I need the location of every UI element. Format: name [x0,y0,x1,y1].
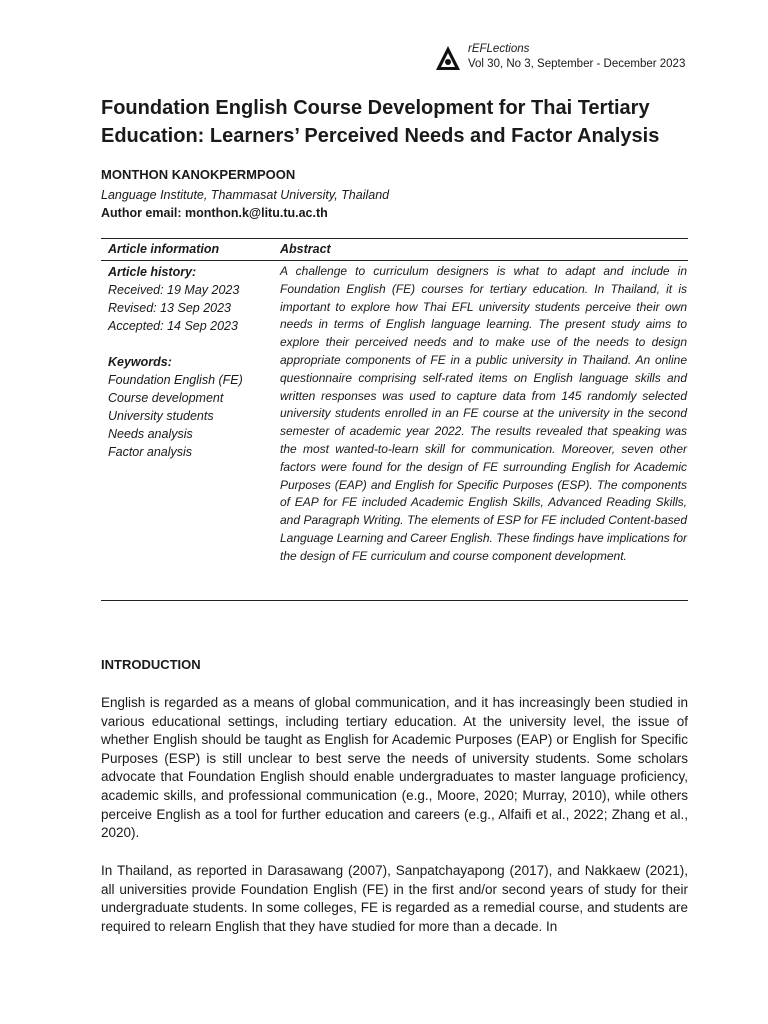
abstract-heading: Abstract [280,242,331,256]
history-label: Article history: [108,265,197,279]
journal-triangle-logo-icon [434,44,462,72]
table-header-rule [101,260,688,261]
accepted-date: Accepted: 14 Sep 2023 [108,319,238,333]
keyword-item: Factor analysis [108,445,193,459]
table-bottom-rule [101,600,688,601]
received-date: Received: 19 May 2023 [108,283,240,297]
paper-title: Foundation English Course Development for Thai Tertiary Education: Learners’ Perceived Needs and Factor Analysis [101,97,660,147]
abstract-text: A challenge to curriculum designers is what to adapt and include in Foundation English (FE) courses for tertiary education. In Thailand, it is important to explore how Thai EFL university students perceive their own needs in terms of English language learning. The present study aims to explore their perceived needs and to make use of the needs to design appropriate components of FE in a public university in Thailand. An online questionnaire comprising self-rated items on English language skills and written responses was used to capture data from 145 randomly selected university students enrolled in an FE course at the university in the second semester of academic year 2022. The results revealed that speaking was the most wanted-to-learn skill for communication. Moreover, seven other factors were found for the design of FE surrounding English for Academic Purposes (EAP) and English for Specific Purposes (ESP). The components of EAP for FE included Academic English Skills, Advanced Reading Skills, and Paragraph Writing. The elements of ESP for FE included Content-based Language Learning and Career English. These findings have implications for the design of FE curriculum and course component development. [280,264,687,563]
article-info-heading: Article information [108,242,220,256]
article-info [108,263,273,461]
intro-paragraph-2: In Thailand, as reported in Darasawang (2007), Sanpatchayapong (2017), and Nakkaew (2021), all universities provide Foundation English (FE) in the first and/or second years of study for their undergraduate students. In some colleges, FE is regarded as a remedial course, and students are required to relearn English that they have studied for more than a decade. In [101,863,688,934]
keyword-item: Needs analysis [108,427,193,441]
author-name: MONTHON KANOKPERMPOON [101,167,296,182]
keyword-item: Foundation English (FE) [108,373,243,387]
keywords-label: Keywords: [108,355,172,369]
keyword-item: Course development [108,391,224,405]
journal-issue: Vol 30, No 3, September - December 2023 [468,58,686,70]
introduction-heading: INTRODUCTION [101,657,201,672]
author-email: Author email: monthon.k@litu.tu.ac.th [101,206,328,220]
author-affiliation: Language Institute, Thammasat University, Thailand [101,188,390,202]
journal-header [434,42,685,72]
intro-paragraph-1: English is regarded as a means of global communication, and it has increasingly been studied in various educational settings, including tertiary education. At the university level, the issue of whether English should be taught as English for Academic Purposes (EAP) or English for Specific Purposes (ESP) is still unclear to best serve the needs of university students. Some scholars advocate that Foundation English should enable undergraduates to master language proficiency, academic skills, and professional communication (e.g., Moore, 2020; Murray, 2010), while others perceive English as a tool for further education and careers (e.g., Alfaifi et al., 2022; Zhang et al., 2020). [101,695,688,841]
table-top-rule [101,238,688,239]
keyword-item: University students [108,409,214,423]
journal-name: rEFLections [468,43,530,55]
revised-date: Revised: 13 Sep 2023 [108,301,232,315]
